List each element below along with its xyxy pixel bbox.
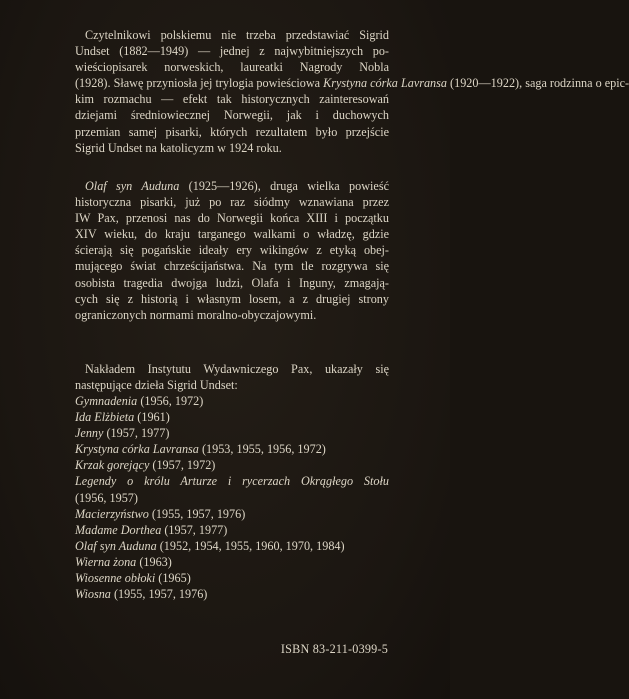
work-title: Olaf syn Auduna	[75, 538, 157, 553]
novel-description-paragraph	[75, 178, 389, 323]
list-item	[75, 473, 389, 489]
intro-paragraph	[75, 27, 629, 156]
list-item	[75, 409, 395, 425]
work-years: (1952, 1954, 1955, 1960, 1970, 1984)	[156, 538, 345, 553]
text-line: cych się z historią i własnym losem, a z drugiej strony	[75, 291, 389, 306]
work-years: (1953, 1955, 1956, 1972)	[198, 442, 326, 457]
work-years: (1961)	[134, 410, 170, 425]
list-item	[75, 570, 395, 586]
work-title: Gymnadenia	[75, 394, 138, 408]
text-line: historyczna pisarki, już po raz siódmy wznawiana przez	[75, 195, 389, 210]
text-line: Undset (1882—1949) — jednej z najwybitniejszych po-	[75, 44, 389, 59]
work-title: Wierna żona	[75, 554, 137, 569]
text-line: mującego świat chrześcijaństwa. Na tym tle rozgrywa się	[75, 259, 389, 274]
work-years: (1963)	[136, 554, 172, 569]
text-line: ograniczonych normami moralno-obyczajowymi.	[75, 307, 317, 322]
text-line: XIV wieku, do kraju targanego walkami o władzę, gdzie	[75, 227, 389, 242]
list-item	[75, 393, 395, 409]
text-run: (1925—1926), druga wielka powieść	[179, 179, 389, 193]
list-item	[75, 538, 395, 554]
work-title: Jenny	[75, 426, 104, 441]
work-title: Legendy o królu Arturze i rycerzach Okrągłego Stołu	[75, 474, 389, 489]
list-item	[75, 457, 395, 473]
work-years: (1957, 1977)	[103, 426, 170, 441]
work-years: (1956, 1957)	[75, 490, 138, 505]
work-title: Macierzyństwo	[75, 506, 149, 521]
text-line: Czytelnikowi polskiemu nie trzeba przedstawiać Sigrid	[85, 28, 389, 42]
list-item	[75, 554, 395, 570]
list-item-continuation	[75, 490, 395, 506]
text-line: Sigrid Undset na katolicyzm w 1924 roku.	[75, 140, 282, 155]
work-title: Madame Dorthea	[75, 522, 162, 537]
work-title: Wiosenne obłoki	[75, 571, 156, 586]
text-line	[75, 178, 389, 194]
text-line: Nakładem Instytutu Wydawniczego Pax, ukazały się	[85, 362, 389, 376]
work-title: Krzak gorejący	[75, 458, 150, 473]
works-intro-paragraph	[75, 361, 389, 393]
text-line	[75, 75, 629, 91]
text-line: osobista tragedia dwojga ludzi, Olafa i Inguny, zmagają-	[75, 275, 389, 290]
list-item	[75, 425, 395, 441]
work-title: Krystyna córka Lavransa	[75, 442, 199, 457]
text-run: (1920—1922), saga rodzinna o epic-	[447, 76, 629, 91]
novel-title: Olaf syn Auduna	[85, 179, 180, 193]
work-years: (1955, 1957, 1976)	[110, 587, 208, 602]
isbn-number: ISBN 83-211-0399-5	[280, 642, 388, 656]
work-years: (1955, 1957, 1976)	[148, 506, 246, 521]
works-list	[75, 393, 395, 602]
list-item	[75, 506, 395, 522]
text-line: dziejami średniowiecznej Norwegii, jak i duchowych	[75, 108, 389, 123]
trilogy-title: Krystyna córka Lavransa	[323, 76, 447, 91]
list-item	[75, 522, 395, 538]
work-title: Wiosna	[75, 587, 111, 602]
work-title: Ida Elżbieta	[75, 410, 135, 425]
text-run: (1928). Sławę przyniosła jej trylogia powieściowa	[75, 76, 324, 91]
work-years: (1957, 1972)	[149, 458, 216, 473]
text-line: kim rozmachu — efekt tak historycznych zainteresowań	[75, 92, 389, 107]
text-line: następujące dzieła Sigrid Undset:	[75, 378, 238, 393]
work-years: (1957, 1977)	[161, 522, 228, 537]
text-line: IW Pax, przenosi nas do Norwegii końca XIII i początku	[75, 211, 389, 226]
text-line: ścierają się pogańskie ideały ery wikingów z etyką obej-	[75, 243, 389, 258]
text-line: przemian samej pisarki, których rezultatem było przejście	[75, 124, 389, 139]
list-item	[75, 586, 395, 602]
list-item	[75, 441, 395, 457]
work-years: (1956, 1972)	[137, 394, 204, 408]
text-line: wieściopisarek norweskich, laureatki Nagrody Nobla	[75, 60, 389, 75]
work-years: (1965)	[155, 571, 191, 586]
